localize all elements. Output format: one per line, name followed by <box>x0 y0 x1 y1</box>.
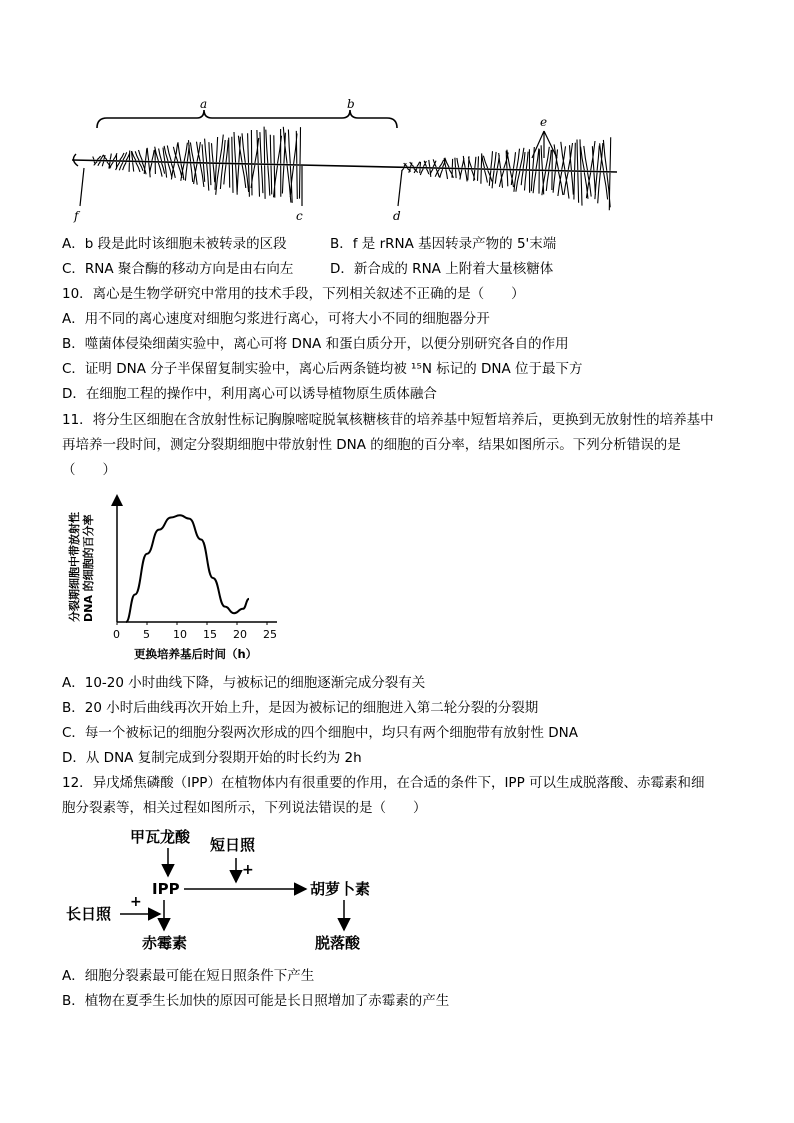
q12-option-b: B．植物在夏季生长加快的原因可能是长日照增加了赤霉素的产生 <box>62 993 450 1009</box>
label-d: d <box>393 209 401 223</box>
q11-stem-line2: 再培养一段时间，测定分裂期细胞中带放射性 DNA 的细胞的百分率，结果如图所示。下列分析错误的是 <box>62 437 681 453</box>
chart-x-tick-label: 15 <box>203 628 217 641</box>
chart-x-tick-label: 20 <box>233 628 247 641</box>
q10-option-c: C．证明 DNA 分子半保留复制实验中，离心后两条链均被 ¹⁵N 标记的 DNA 位于最下方 <box>62 361 583 377</box>
q11-option-a: A．10-20 小时曲线下降，与被标记的细胞逐渐完成分裂有关 <box>62 675 426 691</box>
q11-option-d: D．从 DNA 复制完成到分裂期开始的时长约为 2h <box>62 750 362 766</box>
q11-stem-line1: 11．将分生区细胞在含放射性标记胸腺嘧啶脱氧核糖核苷的培养基中短暂培养后，更换到无放射性的培养基中 <box>62 412 714 428</box>
node-mevalonic-acid: 甲瓦龙酸 <box>130 828 191 846</box>
radioactive-dna-chart <box>62 492 292 664</box>
label-a: a <box>200 98 208 111</box>
chart-x-tick-label: 10 <box>173 628 187 641</box>
plus-long-day: + <box>130 894 142 910</box>
q9-option-a: A．b 段是此时该细胞未被转录的区段 <box>62 236 287 252</box>
q12-stem-line1: 12．异戊烯焦磷酸（IPP）在植物体内有很重要的作用，在合适的条件下，IPP 可以生成脱落酸、赤霉素和细 <box>62 775 705 791</box>
chart-ylabel-line1: 分裂期细胞中带放射性 <box>68 512 81 622</box>
ipp-pathway-diagram <box>62 826 402 956</box>
node-ipp: IPP <box>152 880 180 898</box>
node-short-day: 短日照 <box>210 836 256 854</box>
brace-a-b <box>97 110 397 128</box>
label-c: c <box>296 209 303 223</box>
q12-stem-line2: 胞分裂素等，相关过程如图所示，下列说法错误的是（ ） <box>62 800 427 816</box>
node-gibberellin: 赤霉素 <box>142 934 188 952</box>
dna-axis <box>72 160 617 172</box>
q9-option-b: B．f 是 rRNA 基因转录产物的 5'末端 <box>330 236 557 252</box>
q11-option-c: C．每一个被标记的细胞分裂两次形成的四个细胞中，均只有两个细胞带有放射性 DNA <box>62 725 578 741</box>
node-abscisic-acid: 脱落酸 <box>315 934 361 952</box>
q12-option-a: A．细胞分裂素最可能在短日照条件下产生 <box>62 968 315 984</box>
q10-stem: 10．离心是生物学研究中常用的技术手段，下列相关叙述不正确的是（ ） <box>62 286 525 302</box>
q10-option-d: D．在细胞工程的操作中，利用离心可以诱导植物原生质体融合 <box>62 386 437 402</box>
transcription-figure <box>62 98 622 230</box>
plus-short-day: + <box>242 862 254 878</box>
q11-option-b: B．20 小时后曲线再次开始上升，是因为被标记的细胞进入第二轮分裂的分裂期 <box>62 700 539 716</box>
node-carotene: 胡萝卜素 <box>310 880 371 898</box>
node-long-day: 长日照 <box>66 905 112 923</box>
chart-xlabel: 更换培养基后时间（h） <box>134 647 258 661</box>
q10-option-a: A．用不同的离心速度对细胞匀浆进行离心，可将大小不同的细胞器分开 <box>62 311 490 327</box>
q9-option-d: D．新合成的 RNA 上附着大量核糖体 <box>330 261 554 277</box>
label-f: f <box>74 209 79 223</box>
chart-x-tick-label: 5 <box>143 628 150 641</box>
q9-option-c: C．RNA 聚合酶的移动方向是由右向左 <box>62 261 294 277</box>
chart-x-tick-label: 0 <box>113 628 120 641</box>
chart-x-tick-label: 25 <box>263 628 277 641</box>
chart-ylabel-line2: DNA 的细胞的百分率 <box>82 514 95 622</box>
q10-option-b: B．噬菌体侵染细菌实验中，离心可将 DNA 和蛋白质分开，以便分别研究各自的作用 <box>62 336 569 352</box>
q11-stem-line3: （ ） <box>62 462 116 478</box>
label-b: b <box>347 98 355 111</box>
chart-series-line <box>126 515 249 622</box>
label-e: e <box>540 115 548 129</box>
rna-fan-right <box>402 137 611 210</box>
